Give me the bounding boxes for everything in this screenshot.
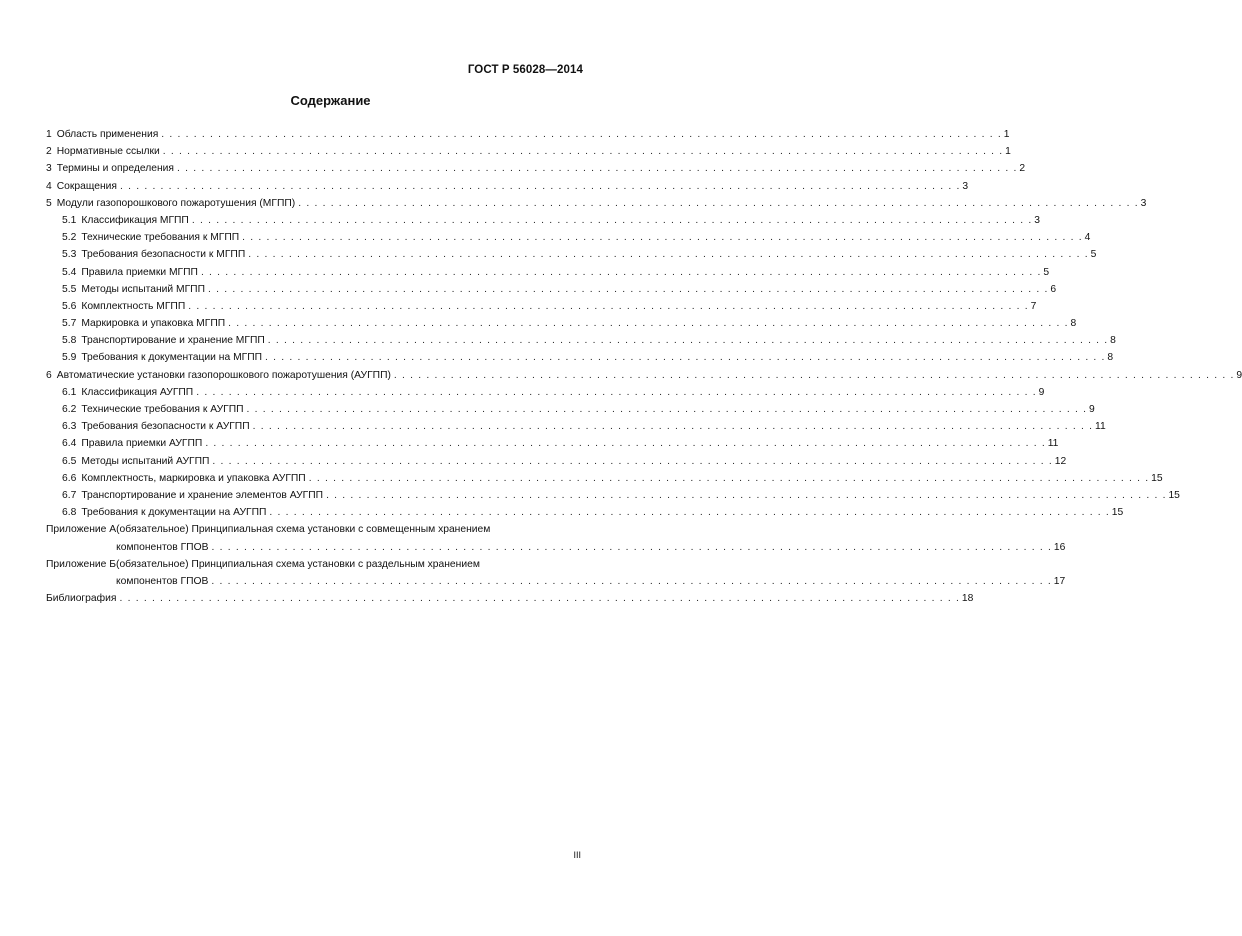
leader-dots — [242, 229, 1081, 246]
toc-page-number: 9 — [1038, 386, 1045, 398]
leader-dots — [211, 573, 1050, 590]
toc-entry — [46, 349, 1114, 366]
toc-entry — [46, 315, 1077, 332]
table-of-contents — [46, 126, 1242, 607]
toc-entry — [46, 384, 1045, 401]
toc-page-number: 4 — [1084, 232, 1091, 244]
leader-dots — [212, 453, 1051, 470]
toc-section-number: 5.5 — [62, 283, 77, 295]
toc-section-title: Термины и определения — [56, 163, 174, 175]
toc-section-title: Правила приемки МГПП — [81, 266, 198, 278]
toc-section-number: 6.3 — [62, 421, 77, 433]
toc-section-number: 5.6 — [62, 300, 77, 312]
appendix-title-line1: (обязательное) Принципиальная схема установки с совмещенным хранением — [116, 524, 491, 536]
leader-dots — [265, 349, 1104, 366]
toc-page-number: 16 — [1053, 541, 1066, 553]
toc-section-title: Технические требования к АУГПП — [81, 404, 244, 415]
toc-entry — [46, 126, 1010, 143]
toc-section-title: Маркировка и упаковка МГПП — [81, 318, 226, 330]
leader-dots — [119, 590, 958, 607]
toc-entry — [46, 487, 1180, 504]
toc-entry — [46, 504, 1124, 521]
toc-section-number: 6.8 — [62, 507, 77, 519]
leader-dots — [326, 487, 1165, 504]
leader-dots — [211, 539, 1050, 556]
leader-dots — [253, 418, 1092, 435]
toc-section-title: Нормативные ссылки — [56, 146, 160, 158]
toc-page-number: 8 — [1070, 318, 1077, 330]
toc-section-number: 6.1 — [62, 386, 77, 398]
leader-dots — [163, 143, 1002, 160]
bibliography-label: Библиография — [46, 593, 117, 605]
leader-dots — [192, 212, 1031, 229]
leader-dots — [228, 315, 1067, 332]
toc-page-number: 12 — [1054, 455, 1067, 467]
toc-section-number: 5.2 — [62, 232, 77, 244]
toc-entry — [46, 470, 1163, 487]
toc-entry — [46, 195, 1147, 212]
leader-dots — [268, 332, 1107, 349]
toc-entry — [46, 143, 1011, 160]
toc-section-number: 5.9 — [62, 352, 77, 364]
toc-page-number: 15 — [1168, 489, 1180, 501]
toc-page-number: 9 — [1088, 404, 1095, 415]
document-code: ГОСТ Р 56028—2014 — [467, 64, 583, 76]
toc-entry — [46, 332, 1116, 349]
toc-entry — [46, 178, 969, 195]
toc-entry — [46, 401, 1095, 418]
toc-entry — [46, 298, 1037, 315]
toc-entry — [46, 246, 1097, 263]
leader-dots — [247, 401, 1086, 418]
toc-section-title: Методы испытаний МГПП — [81, 283, 205, 295]
toc-page-number: 8 — [1110, 335, 1116, 347]
appendix-label: Приложение Б — [46, 558, 117, 570]
appendix-title-line1: (обязательное) Принципиальная схема установки с раздельным хранением — [116, 558, 480, 570]
toc-section-title: Требования к документации на МГПП — [81, 352, 263, 364]
toc-page-number: 1 — [1003, 129, 1010, 140]
toc-page-number: 3 — [1140, 197, 1147, 209]
toc-section-title: Требования безопасности к АУГПП — [81, 421, 250, 433]
toc-page-number: 9 — [1236, 369, 1242, 381]
toc-page-number: 6 — [1050, 283, 1057, 295]
appendix-a-entry — [46, 521, 1066, 555]
toc-page-number: 11 — [1047, 438, 1059, 450]
page-title: Содержание — [290, 93, 371, 108]
toc-entry — [46, 367, 1242, 384]
toc-section-title: Требования безопасности к МГПП — [81, 249, 246, 261]
appendix-label: Приложение А — [46, 524, 117, 536]
toc-page-number: 8 — [1107, 352, 1114, 364]
toc-section-title: Сокращения — [56, 180, 117, 192]
toc-section-title: Правила приемки АУГПП — [81, 438, 203, 450]
toc-section-number: 5.8 — [62, 335, 77, 347]
toc-page-number: 11 — [1095, 421, 1106, 433]
appendix-title-line2: компонентов ГПОВ — [116, 541, 209, 553]
toc-section-title: Требования к документации на АУГПП — [81, 507, 267, 519]
toc-section-title: Модули газопорошкового пожаротушения (МГПП) — [56, 197, 296, 209]
toc-section-title: Комплектность, маркировка и упаковка АУГПП — [81, 472, 306, 484]
toc-entry — [46, 212, 1040, 229]
toc-section-title: Транспортирование и хранение МГПП — [81, 335, 265, 347]
toc-page-number: 5 — [1090, 249, 1097, 261]
toc-section-number: 5.4 — [62, 266, 77, 278]
leader-dots — [298, 195, 1137, 212]
toc-section-number: 5 — [46, 197, 52, 209]
toc-page-number: 5 — [1043, 266, 1050, 278]
toc-entry — [46, 160, 1026, 177]
toc-section-title: Область применения — [56, 129, 159, 140]
toc-page-number: 3 — [962, 180, 969, 192]
toc-entry — [46, 435, 1059, 452]
leader-dots — [309, 470, 1148, 487]
toc-page-number: 1 — [1005, 146, 1011, 158]
leader-dots — [201, 264, 1040, 281]
toc-section-title: Комплектность МГПП — [81, 300, 186, 312]
toc-entry — [46, 264, 1050, 281]
toc-section-title: Транспортирование и хранение элементов АУГПП — [81, 489, 324, 501]
toc-page-number: 15 — [1111, 507, 1124, 519]
toc-section-number: 4 — [46, 180, 52, 192]
toc-page-number: 3 — [1034, 214, 1040, 226]
leader-dots — [196, 384, 1035, 401]
leader-dots — [208, 281, 1047, 298]
leader-dots — [188, 298, 1027, 315]
toc-section-number: 2 — [46, 146, 52, 158]
toc-entry — [46, 453, 1067, 470]
leader-dots — [205, 435, 1044, 452]
toc-section-title: Методы испытаний АУГПП — [81, 455, 210, 467]
toc-page-number: 15 — [1151, 472, 1163, 484]
leader-dots — [269, 504, 1108, 521]
toc-section-title: Классификация АУГПП — [81, 386, 194, 398]
toc-section-number: 6.6 — [62, 472, 77, 484]
toc-section-number: 5.3 — [62, 249, 77, 261]
appendix-title-line2: компонентов ГПОВ — [116, 575, 209, 587]
toc-section-number: 5.7 — [62, 318, 77, 330]
toc-entry — [46, 229, 1091, 246]
leader-dots — [120, 178, 959, 195]
toc-page-number: 18 — [961, 593, 974, 605]
toc-section-number: 6.2 — [62, 404, 77, 415]
toc-section-number: 6 — [46, 369, 52, 381]
toc-section-title: Технические требования к МГПП — [81, 232, 240, 244]
leader-dots — [394, 367, 1233, 384]
toc-page-number: 7 — [1030, 300, 1037, 312]
page-number: III — [573, 850, 581, 860]
toc-section-number: 1 — [46, 129, 52, 140]
appendix-b-entry — [46, 556, 1066, 590]
toc-section-number: 6.5 — [62, 455, 77, 467]
leader-dots — [177, 160, 1016, 177]
toc-page-number: 2 — [1019, 163, 1026, 175]
toc-section-number: 6.7 — [62, 489, 77, 501]
toc-section-title: Автоматические установки газопорошкового пожаротушения (АУГПП) — [56, 369, 391, 381]
leader-dots — [248, 246, 1087, 263]
toc-section-number: 5.1 — [62, 214, 77, 226]
leader-dots — [161, 126, 1000, 143]
toc-entry — [46, 418, 1106, 435]
toc-section-number: 3 — [46, 163, 52, 175]
toc-section-number: 6.4 — [62, 438, 77, 450]
toc-entry — [46, 281, 1057, 298]
toc-page-number: 17 — [1053, 575, 1066, 587]
toc-section-title: Классификация МГПП — [81, 214, 189, 226]
bibliography-entry — [46, 590, 974, 607]
